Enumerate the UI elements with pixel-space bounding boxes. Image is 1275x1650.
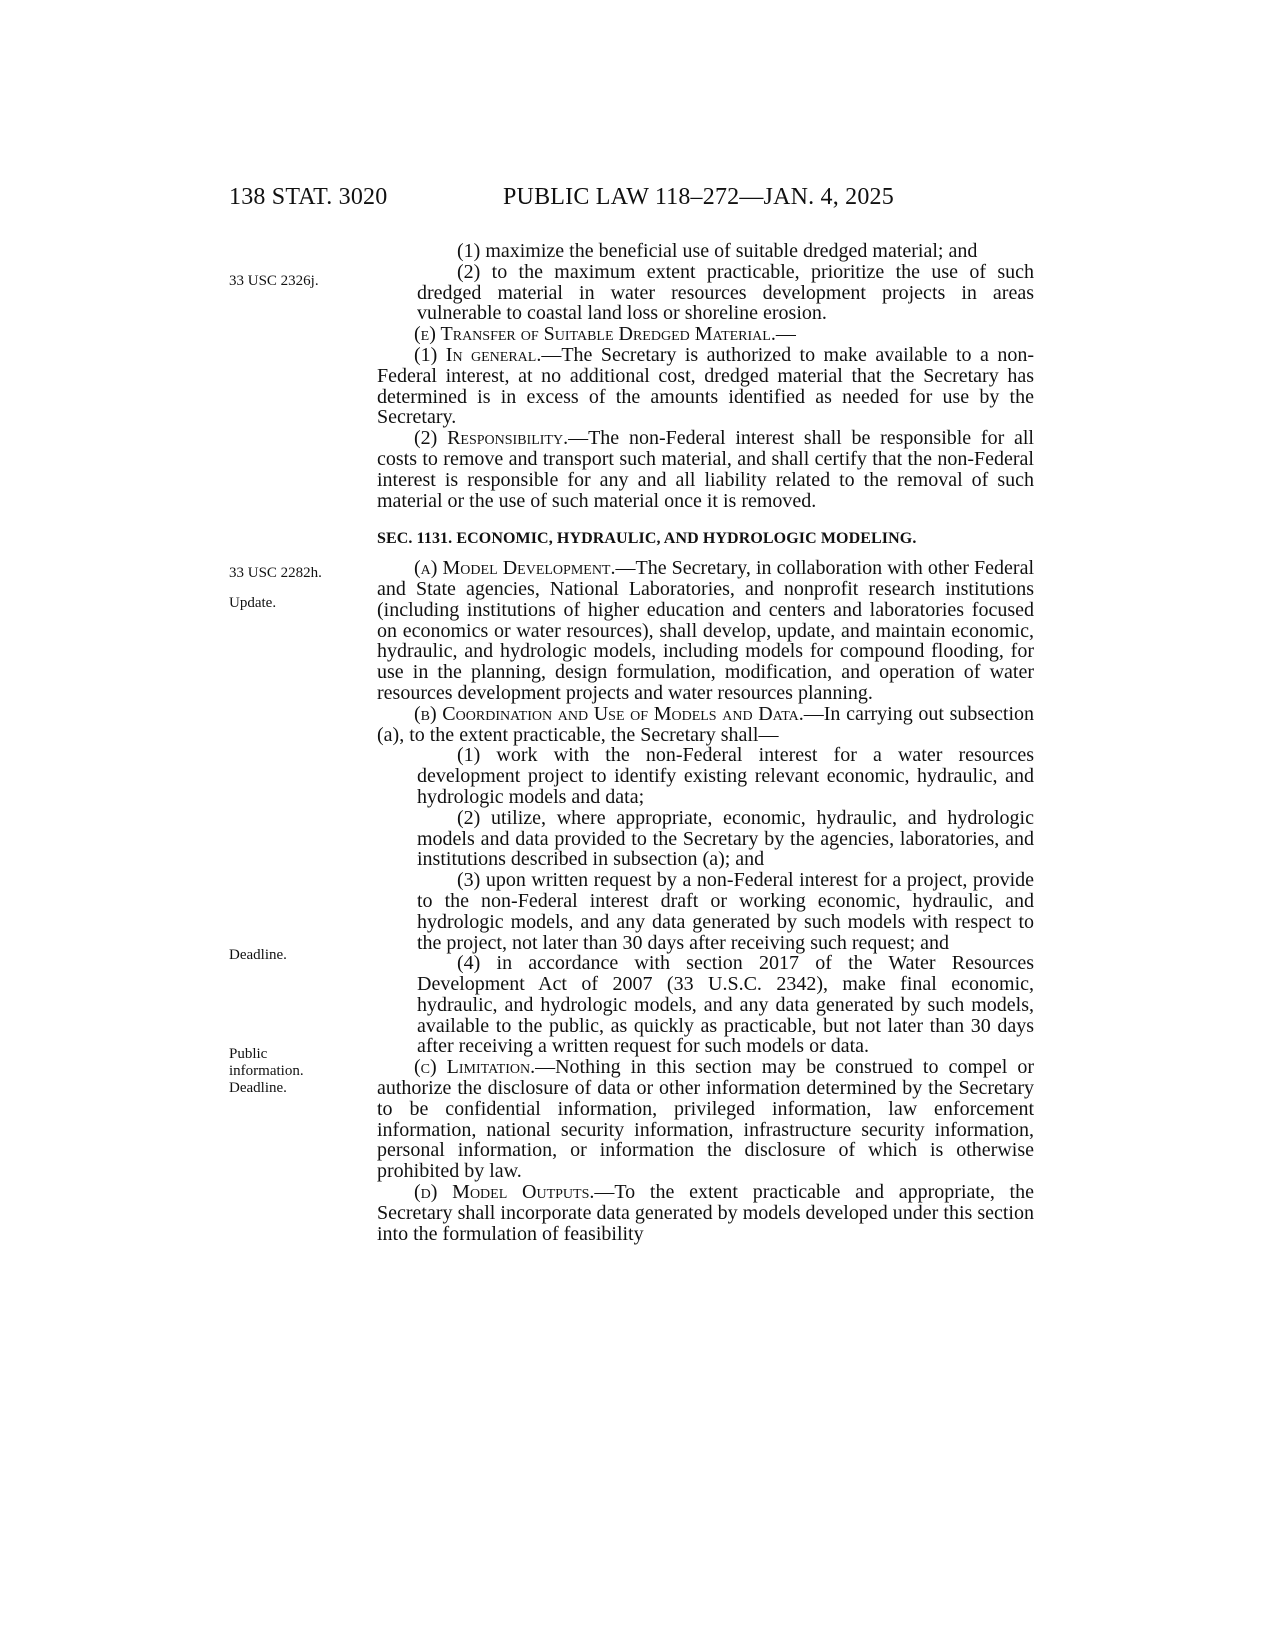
paragraph-e2-text: —The non-Federal interest shall be responsible for all costs to remove and transport such material, and shall certify that the non-Federal interest is responsible for any and all liability related to the removal of such material or the use of such material once it is removed. bbox=[377, 427, 1034, 512]
section-title: SEC. 1131. ECONOMIC, HYDRAULIC, AND HYDROLOGIC MODELING. bbox=[377, 530, 917, 548]
paragraph-e1-heading: (1) In general. bbox=[414, 343, 542, 366]
public-law-title: PUBLIC LAW 118–272—JAN. 4, 2025 bbox=[503, 184, 894, 210]
paragraph-b4: (4) in accordance with section 2017 of the Water Resources Development Act of 2007 (33 U.S.C. 2342), make final economic, hydraulic, and hydrologic models, and any data generated by such models, available to the public, as quickly as practicable, but not later than 30 days after receiving a written request for such models or data. bbox=[417, 952, 1034, 1058]
subsection-d bbox=[377, 1182, 1034, 1244]
stat-citation: 138 STAT. 3020 bbox=[229, 184, 388, 210]
paragraph-d2: (2) to the maximum extent practicable, prioritize the use of such dredged material in water resources development projects in areas vulnerable to coastal land loss or shoreline erosion. bbox=[417, 260, 1034, 325]
margin-note-deadline: Deadline. bbox=[229, 947, 287, 963]
subsection-d-text: —To the extent practicable and appropriate, the Secretary shall incorporate data generated by models developed under this section into the formulation of feasibility bbox=[377, 1181, 1034, 1245]
subsection-a bbox=[377, 558, 1034, 704]
margin-note-update: Update. bbox=[229, 595, 277, 611]
subsection-c bbox=[377, 1057, 1034, 1182]
margin-note-line: information. bbox=[229, 1063, 304, 1079]
paragraph-e2 bbox=[377, 428, 1034, 511]
paragraph-e2-heading: (2) Responsibility. bbox=[414, 427, 569, 450]
paragraph-b1: (1) work with the non-Federal interest for a water resources development project to identify existing relevant economic, hydraulic, and hydrologic models and data; bbox=[417, 744, 1034, 808]
paragraph-b3: (3) upon written request by a non-Federal interest for a project, provide to the non-Federal interest draft or working economic, hydraulic, and hydrologic models, and any data generated by such models with respect to the project, not later than 30 days after receiving such request; and bbox=[417, 869, 1034, 954]
subsection-d-heading: (d) Model Outputs. bbox=[414, 1181, 595, 1204]
margin-note-line: Public bbox=[229, 1046, 268, 1062]
margin-note-line: Deadline. bbox=[229, 1080, 287, 1096]
paragraph-b2: (2) utilize, where appropriate, economic, hydraulic, and hydrologic models and data provided to the Secretary by the agencies, laboratories, and institutions described in subsection (a); and bbox=[417, 806, 1034, 871]
page-header bbox=[0, 184, 1275, 214]
subsection-a-heading: (a) Model Development. bbox=[414, 557, 616, 580]
paragraph-e1 bbox=[377, 345, 1034, 428]
document-body bbox=[377, 241, 1034, 1244]
margin-note-public-information bbox=[229, 1046, 304, 1097]
subsection-b-text: —In carrying out subsection (a), to the extent practicable, the Secretary shall— bbox=[377, 702, 1034, 746]
subsection-c-text: —Nothing in this section may be construed to compel or authorize the disclosure of data or other information determined by the Secretary to be confidential information, privileged information, law enforcement information, national security information, infrastructure security information, personal information, or information the disclosure of which is otherwise prohibited by law. bbox=[377, 1056, 1035, 1183]
paragraph-e1-text: —The Secretary is authorized to make available to a non-Federal interest, at no additional cost, dredged material that the Secretary has determined is in excess of the amounts identified as needed for use by the Secretary. bbox=[377, 343, 1034, 429]
margin-note-usc-2326j: 33 USC 2326j. bbox=[229, 273, 319, 289]
paragraph-d1: (1) maximize the beneficial use of suitable dredged material; and bbox=[457, 240, 978, 262]
subsection-b-heading: (b) Coordination and Use of Models and Data. bbox=[414, 702, 804, 725]
subsection-e-heading: (e) Transfer of Suitable Dredged Material.— bbox=[414, 323, 796, 346]
subsection-a-text: —The Secretary, in collaboration with other Federal and State agencies, National Laboratories, and nonprofit research institutions (including institutions of higher education and centers and laboratories focused on economics or water resources), shall develop, update, and maintain economic, hydraulic, and hydrologic models, including models for compound flooding, for use in the planning, design formulation, modification, and operation of water resources development projects and water resources planning. bbox=[377, 557, 1034, 704]
subsection-c-heading: (c) Limitation. bbox=[414, 1056, 536, 1079]
subsection-b bbox=[377, 704, 1034, 746]
margin-note-usc-2282h: 33 USC 2282h. bbox=[229, 565, 322, 581]
